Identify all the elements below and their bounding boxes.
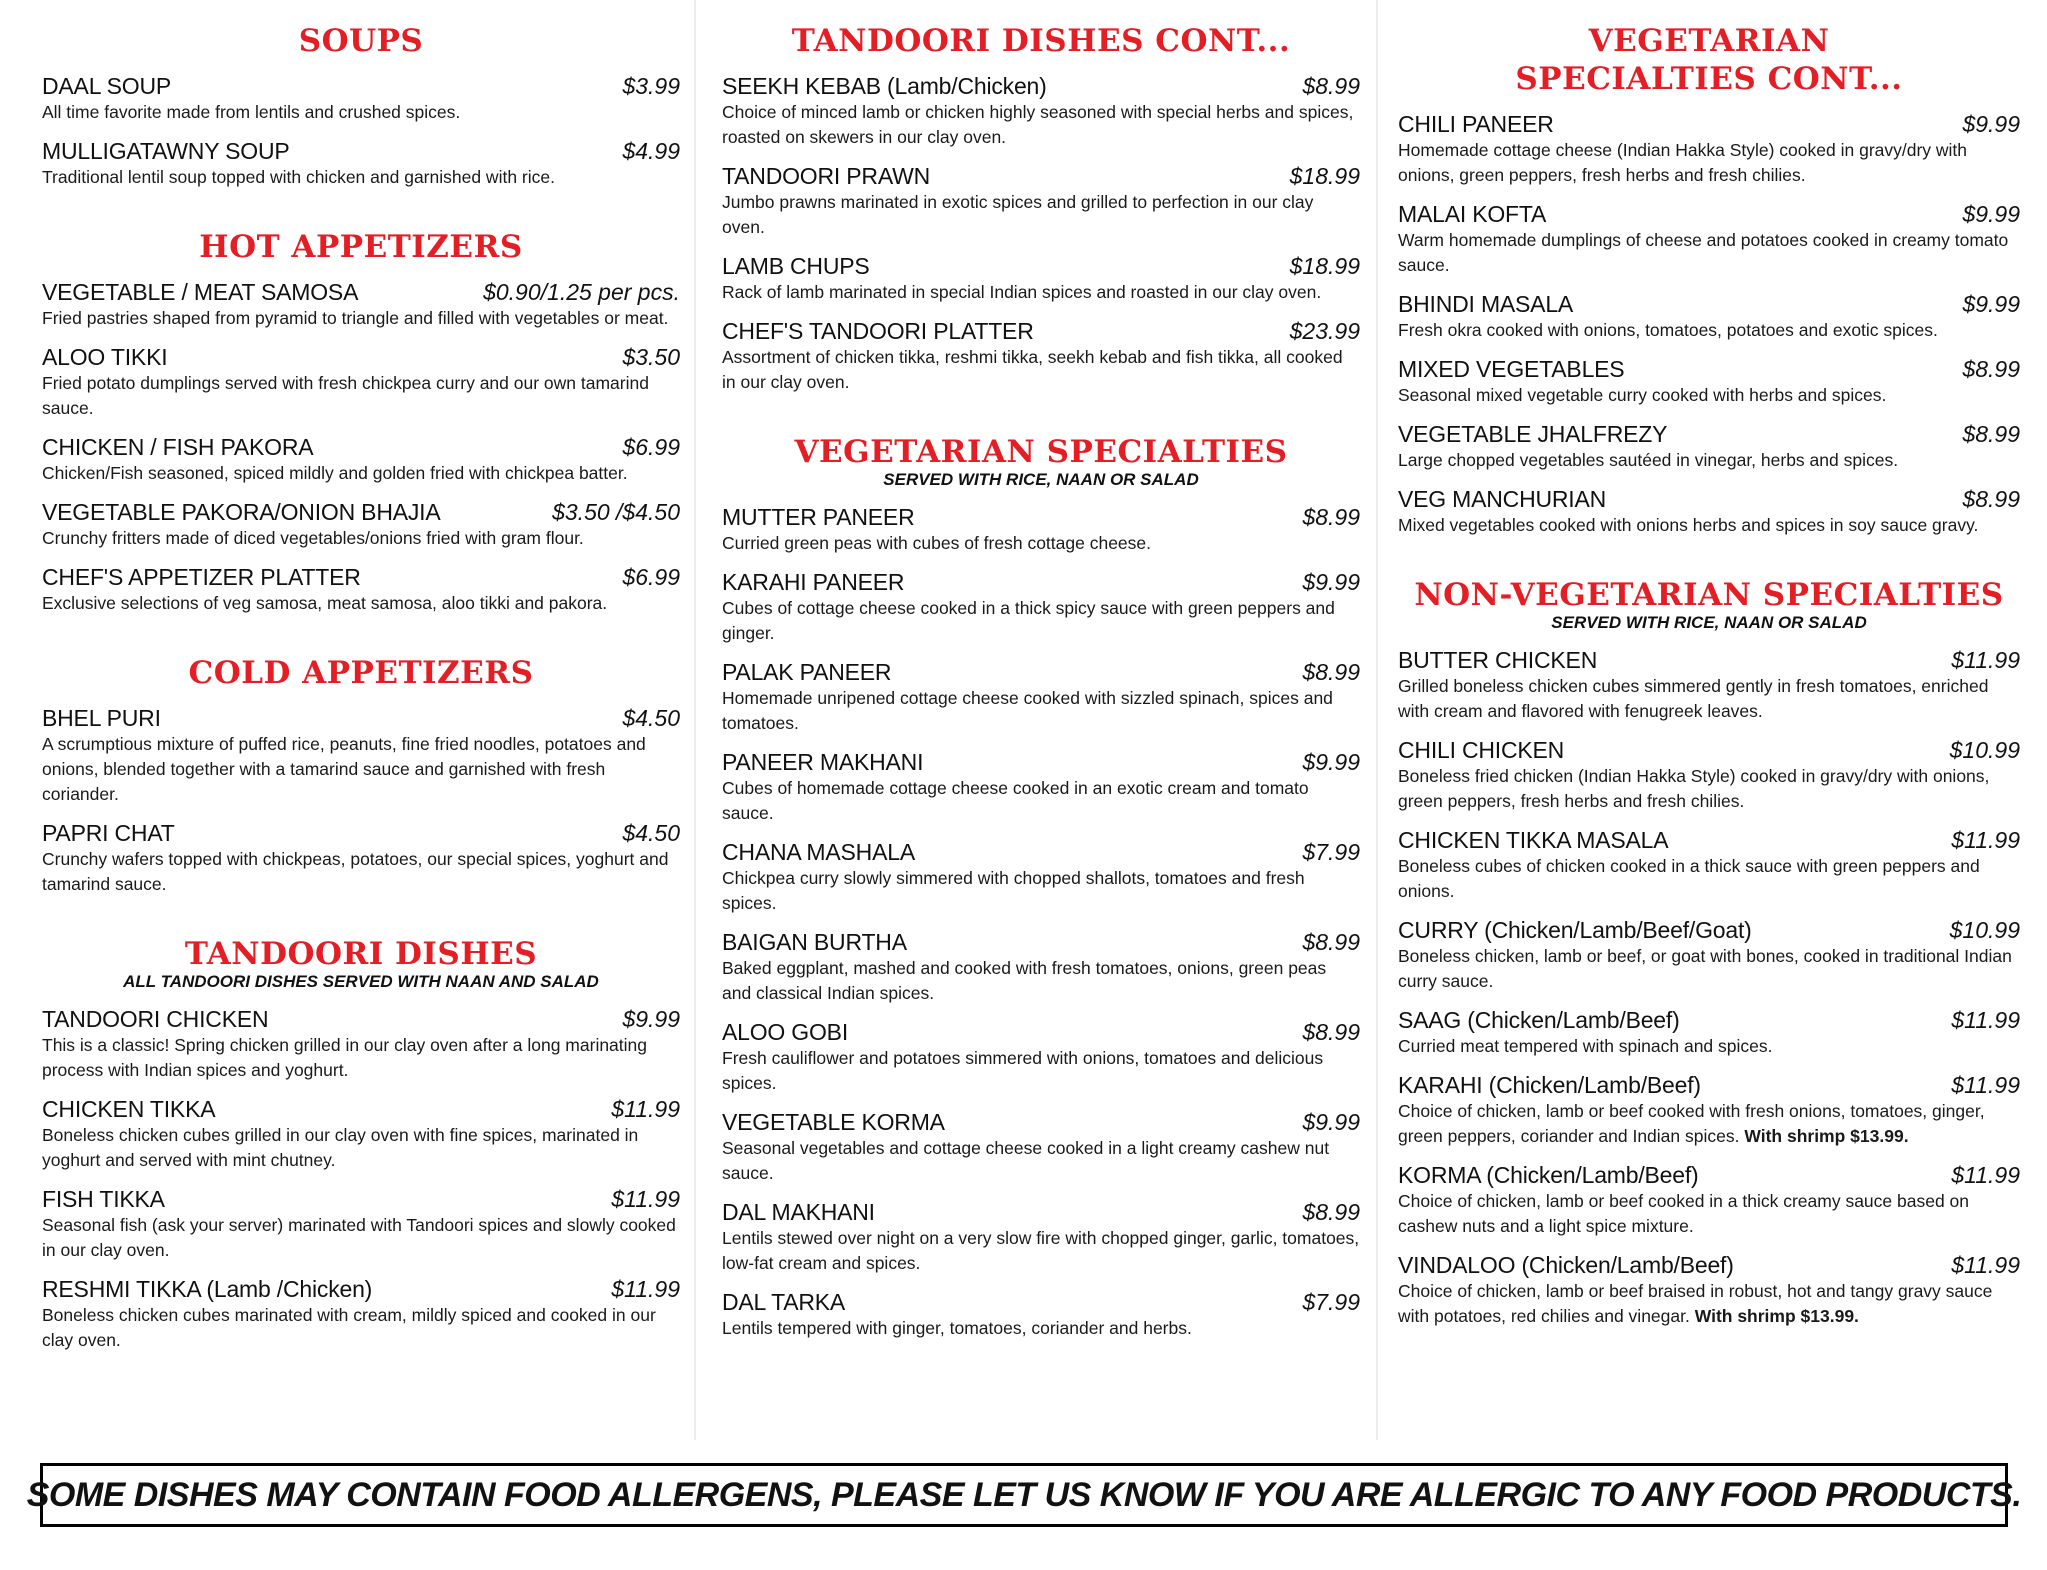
panel-fold-right (1376, 0, 1378, 1440)
item-name: CHILI CHICKEN (1398, 737, 1565, 763)
menu-item-header (42, 819, 680, 847)
item-description-text: Chickpea curry slowly simmered with chopped shallots, tomatoes and fresh spices. (722, 868, 1305, 913)
item-price: $8.99 (1302, 73, 1360, 99)
menu-item (42, 1185, 680, 1263)
item-description-text: Seasonal fish (ask your server) marinated with Tandoori spices and slowly cooked in our clay oven. (42, 1215, 676, 1260)
item-name: MALAI KOFTA (1398, 201, 1547, 227)
item-description-text: Baked eggplant, mashed and cooked with fresh tomatoes, onions, green peas and classical Indian spices. (722, 958, 1327, 1003)
menu-item-header (1398, 485, 2020, 513)
section-subtitle: ALL TANDOORI DISHES SERVED WITH NAAN AND SALAD (123, 972, 599, 991)
item-name: TANDOORI PRAWN (722, 163, 931, 189)
item-name: ALOO TIKKI (42, 344, 168, 370)
menu-item-header (722, 568, 1360, 596)
section-subtitle: SERVED WITH RICE, NAAN OR SALAD (883, 470, 1199, 489)
item-price: $8.99 (1302, 504, 1360, 530)
item-name: ALOO GOBI (722, 1019, 849, 1045)
menu-item (42, 72, 680, 125)
menu-item-header (42, 1185, 680, 1213)
menu-section (42, 228, 680, 616)
item-name: VEG MANCHURIAN (1398, 486, 1607, 512)
item-description-text: Seasonal mixed vegetable curry cooked with herbs and spices. (1398, 385, 1887, 405)
menu-item (1398, 290, 2020, 343)
item-description (42, 100, 680, 125)
item-description (1398, 854, 2020, 904)
menu-item (1398, 1161, 2020, 1239)
item-description-text: Choice of minced lamb or chicken highly seasoned with special herbs and spices, roasted on skewers in our clay oven. (722, 102, 1354, 147)
item-description-text: Seasonal vegetables and cottage cheese cooked in a light creamy cashew nut sauce. (722, 1138, 1330, 1183)
item-description (42, 165, 680, 190)
menu-item-header (42, 72, 680, 100)
menu-item (1398, 1006, 2020, 1059)
item-description-text: Choice of chicken, lamb or beef braised in robust, hot and tangy gravy sauce with potatoes, red chilies and vinegar. (1398, 1281, 1993, 1326)
section-title: VEGETARIAN SPECIALTIES CONT... (1515, 23, 1903, 97)
section-title: COLD APPETIZERS (188, 655, 534, 691)
item-name: MUTTER PANEER (722, 504, 915, 530)
menu-item (1398, 355, 2020, 408)
menu-item-header (1398, 1251, 2020, 1279)
item-price: $11.99 (1951, 647, 2020, 673)
menu-item (42, 137, 680, 190)
item-name: VEGETABLE / MEAT SAMOSA (42, 279, 359, 305)
item-name: DAL MAKHANI (722, 1199, 875, 1225)
item-description-text: All time favorite made from lentils and crushed spices. (42, 102, 461, 122)
item-description-text: Homemade cottage cheese (Indian Hakka Style) cooked in gravy/dry with onions, green peppers, fresh herbs and fresh chilies. (1398, 140, 1968, 185)
menu-item (42, 1275, 680, 1353)
item-price: $9.99 (1302, 1109, 1360, 1135)
menu-item (722, 568, 1360, 646)
menu-item (42, 1005, 680, 1083)
menu-column-3 (1398, 22, 2020, 1367)
item-name: CURRY (Chicken/Lamb/Beef/Goat) (1398, 917, 1752, 943)
item-description-text: Large chopped vegetables sautéed in vinegar, herbs and spices. (1398, 450, 1899, 470)
item-description (722, 345, 1360, 395)
menu-section (1398, 576, 2020, 1329)
menu-item-header (722, 1198, 1360, 1226)
menu-item (42, 704, 680, 807)
menu-item-header (722, 162, 1360, 190)
item-price: $9.99 (1302, 569, 1360, 595)
menu-column-2 (722, 22, 1360, 1379)
menu-item (42, 819, 680, 897)
item-shrimp-option: With shrimp $13.99. (1744, 1126, 1909, 1146)
menu-item-header (42, 563, 680, 591)
section-subtitle: SERVED WITH RICE, NAAN OR SALAD (1551, 613, 1867, 632)
item-price: $10.99 (1949, 737, 2020, 763)
item-name: TANDOORI CHICKEN (42, 1006, 269, 1032)
menu-item (722, 658, 1360, 736)
menu-item-header (1398, 290, 2020, 318)
item-description-text: Curried green peas with cubes of fresh cottage cheese. (722, 533, 1151, 553)
item-price: $11.99 (1951, 827, 2020, 853)
menu-item (722, 252, 1360, 305)
menu-item (722, 1018, 1360, 1096)
item-description (722, 1316, 1360, 1341)
menu-item (722, 928, 1360, 1006)
item-price: $8.99 (1302, 1019, 1360, 1045)
item-description (1398, 764, 2020, 814)
menu-item (722, 503, 1360, 556)
item-description (722, 100, 1360, 150)
item-description-text: Boneless chicken cubes marinated with cream, mildly spiced and cooked in our clay oven. (42, 1305, 656, 1350)
item-name: BHEL PURI (42, 705, 161, 731)
item-description (722, 280, 1360, 305)
item-name: DAL TARKA (722, 1289, 846, 1315)
item-price: $6.99 (622, 434, 680, 460)
menu-item-header (42, 1005, 680, 1033)
menu-item-header (1398, 1006, 2020, 1034)
item-description (722, 190, 1360, 240)
menu-item (722, 838, 1360, 916)
item-price: $9.99 (1962, 291, 2020, 317)
item-description (42, 306, 680, 331)
item-description (1398, 1099, 2020, 1149)
menu-item-header (722, 1288, 1360, 1316)
menu-item (42, 498, 680, 551)
item-description (1398, 228, 2020, 278)
item-name: CHEF'S APPETIZER PLATTER (42, 564, 361, 590)
item-description-text: Choice of chicken, lamb or beef cooked with fresh onions, tomatoes, ginger, green peppers, coriander and Indian spices. (1398, 1101, 1985, 1146)
menu-item (1398, 485, 2020, 538)
item-price: $23.99 (1289, 318, 1360, 344)
item-price: $11.99 (1951, 1162, 2020, 1188)
item-description-text: Jumbo prawns marinated in exotic spices and grilled to perfection in our clay oven. (722, 192, 1314, 237)
item-description-text: Chicken/Fish seasoned, spiced mildly and golden fried with chickpea batter. (42, 463, 628, 483)
menu-item-header (42, 1275, 680, 1303)
item-name: PAPRI CHAT (42, 820, 175, 846)
menu-item-header (42, 278, 680, 306)
menu-item (1398, 200, 2020, 278)
menu-item (1398, 736, 2020, 814)
item-description (1398, 674, 2020, 724)
menu-item (1398, 1251, 2020, 1329)
item-description-text: Rack of lamb marinated in special Indian spices and roasted in our clay oven. (722, 282, 1322, 302)
item-description-text: Grilled boneless chicken cubes simmered gently in fresh tomatoes, enriched with cream and flavored with fenugreek leaves. (1398, 676, 1989, 721)
item-description-text: A scrumptious mixture of puffed rice, peanuts, fine fried noodles, potatoes and onions, blended together with a tamarind sauce and garnished with fresh coriander. (42, 734, 646, 804)
menu-item (722, 72, 1360, 150)
menu-item-header (1398, 736, 2020, 764)
section-title: TANDOORI DISHES (184, 936, 538, 972)
item-description (722, 776, 1360, 826)
item-description (42, 732, 680, 807)
menu-item-header (1398, 1071, 2020, 1099)
menu-section (1398, 22, 2020, 538)
item-name: PANEER MAKHANI (722, 749, 924, 775)
menu-item-header (722, 1018, 1360, 1046)
menu-item-header (1398, 355, 2020, 383)
item-name: DAAL SOUP (42, 73, 172, 99)
item-description-text: Boneless fried chicken (Indian Hakka Style) cooked in gravy/dry with onions, green peppers, fresh herbs and fresh chilies. (1398, 766, 1990, 811)
menu-item-header (1398, 110, 2020, 138)
menu-item-header (42, 498, 680, 526)
item-name: FISH TIKKA (42, 1186, 165, 1212)
item-name: MIXED VEGETABLES (1398, 356, 1625, 382)
menu-section (722, 433, 1360, 1341)
menu-section (42, 935, 680, 1353)
item-name: KORMA (Chicken/Lamb/Beef) (1398, 1162, 1699, 1188)
item-description-text: Fried pastries shaped from pyramid to triangle and filled with vegetables or meat. (42, 308, 669, 328)
item-price: $0.90/1.25 per pcs. (483, 279, 680, 305)
menu-item (1398, 110, 2020, 188)
item-description-text: Boneless chicken cubes grilled in our clay oven with fine spices, marinated in yoghurt and served with mint chutney. (42, 1125, 639, 1170)
item-price: $8.99 (1962, 421, 2020, 447)
item-description (42, 591, 680, 616)
item-description-text: Traditional lentil soup topped with chicken and garnished with rice. (42, 167, 555, 187)
item-price: $9.99 (1962, 201, 2020, 227)
item-price: $11.99 (1951, 1007, 2020, 1033)
item-description (1398, 513, 2020, 538)
item-price: $11.99 (611, 1096, 680, 1122)
item-price: $11.99 (611, 1186, 680, 1212)
item-description-text: Homemade unripened cottage cheese cooked with sizzled spinach, spices and tomatoes. (722, 688, 1333, 733)
item-name: CHILI PANEER (1398, 111, 1554, 137)
item-description (42, 847, 680, 897)
menu-section (42, 22, 680, 190)
menu-item (42, 1095, 680, 1173)
item-name: BAIGAN BURTHA (722, 929, 907, 955)
item-price: $8.99 (1962, 486, 2020, 512)
item-description-text: This is a classic! Spring chicken grilled in our clay oven after a long marinating process with Indian spices and yoghurt. (42, 1035, 648, 1080)
item-description-text: Exclusive selections of veg samosa, meat samosa, aloo tikki and pakora. (42, 593, 608, 613)
item-description-text: Mixed vegetables cooked with onions herbs and spices in soy sauce gravy. (1398, 515, 1979, 535)
item-description-text: Boneless chicken, lamb or beef, or goat with bones, cooked in traditional Indian curry sauce. (1398, 946, 2012, 991)
item-price: $8.99 (1962, 356, 2020, 382)
item-description-text: Curried meat tempered with spinach and spices. (1398, 1036, 1773, 1056)
item-description-text: Boneless cubes of chicken cooked in a thick sauce with green peppers and onions. (1398, 856, 1980, 901)
item-name: VEGETABLE JHALFREZY (1398, 421, 1668, 447)
item-description (1398, 944, 2020, 994)
item-name: CHICKEN TIKKA (42, 1096, 216, 1122)
menu-column-1 (42, 22, 680, 1391)
menu-section (42, 654, 680, 897)
item-price: $4.50 (622, 820, 680, 846)
item-price: $11.99 (611, 1276, 680, 1302)
menu-item-header (722, 503, 1360, 531)
menu-item-header (722, 252, 1360, 280)
item-name: BHINDI MASALA (1398, 291, 1574, 317)
item-price: $7.99 (1302, 839, 1360, 865)
item-name: KARAHI PANEER (722, 569, 905, 595)
item-name: KARAHI (Chicken/Lamb/Beef) (1398, 1072, 1701, 1098)
item-price: $9.99 (1962, 111, 2020, 137)
item-name: VEGETABLE KORMA (722, 1109, 945, 1135)
item-price: $9.99 (1302, 749, 1360, 775)
menu-item-header (722, 838, 1360, 866)
menu-item (42, 563, 680, 616)
item-price: $3.50 (622, 344, 680, 370)
menu-item (1398, 916, 2020, 994)
item-price: $18.99 (1289, 253, 1360, 279)
item-description (42, 1303, 680, 1353)
menu-item (1398, 826, 2020, 904)
item-name: VEGETABLE PAKORA/ONION BHAJIA (42, 499, 441, 525)
item-description (42, 1123, 680, 1173)
item-description (1398, 318, 2020, 343)
section-title: TANDOORI DISHES CONT... (791, 23, 1291, 59)
item-price: $3.50 /$4.50 (552, 499, 680, 525)
item-description-text: Lentils stewed over night on a very slow fire with chopped ginger, garlic, tomatoes, low-fat cream and spices. (722, 1228, 1360, 1273)
menu-item-header (42, 1095, 680, 1123)
item-name: RESHMI TIKKA (Lamb /Chicken) (42, 1276, 373, 1302)
menu-item (722, 162, 1360, 240)
item-price: $4.50 (622, 705, 680, 731)
menu-item-header (42, 704, 680, 732)
item-description-text: Crunchy fritters made of diced vegetables/onions fried with gram flour. (42, 528, 584, 548)
item-description-text: Fried potato dumplings served with fresh chickpea curry and our own tamarind sauce. (42, 373, 649, 418)
item-description (722, 596, 1360, 646)
item-price: $6.99 (622, 564, 680, 590)
menu-item (722, 1198, 1360, 1276)
item-name: CHANA MASHALA (722, 839, 915, 865)
item-description-text: Lentils tempered with ginger, tomatoes, coriander and herbs. (722, 1318, 1192, 1338)
menu-item-header (722, 317, 1360, 345)
item-price: $4.99 (622, 138, 680, 164)
menu-item (42, 433, 680, 486)
menu-item-header (722, 72, 1360, 100)
section-title: SOUPS (298, 23, 424, 59)
item-description-text: Cubes of homemade cottage cheese cooked in an exotic cream and tomato sauce. (722, 778, 1309, 823)
panel-fold-left (694, 0, 696, 1440)
menu-item-header (1398, 826, 2020, 854)
item-description (42, 1213, 680, 1263)
item-name: CHICKEN TIKKA MASALA (1398, 827, 1669, 853)
item-description (42, 371, 680, 421)
item-description (1398, 1279, 2020, 1329)
item-name: PALAK PANEER (722, 659, 892, 685)
item-price: $3.99 (622, 73, 680, 99)
item-description (722, 686, 1360, 736)
item-description (1398, 448, 2020, 473)
item-name: BUTTER CHICKEN (1398, 647, 1598, 673)
item-description (42, 1033, 680, 1083)
item-description (722, 1226, 1360, 1276)
menu-section (722, 22, 1360, 395)
item-description-text: Cubes of cottage cheese cooked in a thick spicy sauce with green peppers and ginger. (722, 598, 1335, 643)
item-price: $11.99 (1951, 1072, 2020, 1098)
menu-item-header (42, 343, 680, 371)
item-price: $10.99 (1949, 917, 2020, 943)
menu-item (1398, 646, 2020, 724)
item-description-text: Crunchy wafers topped with chickpeas, potatoes, our special spices, yoghurt and tamarind sauce. (42, 849, 669, 894)
item-price: $7.99 (1302, 1289, 1360, 1315)
item-name: MULLIGATAWNY SOUP (42, 138, 290, 164)
item-description (1398, 1034, 2020, 1059)
menu-item-header (1398, 916, 2020, 944)
item-description (722, 1046, 1360, 1096)
item-description (1398, 383, 2020, 408)
menu-item-header (1398, 420, 2020, 448)
item-description (722, 531, 1360, 556)
menu-item-header (722, 658, 1360, 686)
menu-item-header (722, 748, 1360, 776)
menu-item-header (1398, 200, 2020, 228)
item-name: CHEF'S TANDOORI PLATTER (722, 318, 1034, 344)
menu-item-header (42, 137, 680, 165)
item-name: VINDALOO (Chicken/Lamb/Beef) (1398, 1252, 1734, 1278)
item-description-text: Fresh cauliflower and potatoes simmered with onions, tomatoes and delicious spices. (722, 1048, 1324, 1093)
item-price: $11.99 (1951, 1252, 2020, 1278)
item-price: $8.99 (1302, 929, 1360, 955)
menu-item (42, 278, 680, 331)
menu-item (722, 748, 1360, 826)
item-description-text: Assortment of chicken tikka, reshmi tikka, seekh kebab and fish tikka, all cooked in our clay oven. (722, 347, 1343, 392)
item-price: $8.99 (1302, 1199, 1360, 1225)
item-price: $8.99 (1302, 659, 1360, 685)
item-description (42, 461, 680, 486)
menu-item-header (1398, 646, 2020, 674)
menu-item-header (1398, 1161, 2020, 1189)
item-description (42, 526, 680, 551)
item-description (1398, 1189, 2020, 1239)
item-price: $18.99 (1289, 163, 1360, 189)
item-description-text: Warm homemade dumplings of cheese and potatoes cooked in creamy tomato sauce. (1398, 230, 2009, 275)
item-price: $9.99 (622, 1006, 680, 1032)
menu-item (42, 343, 680, 421)
item-name: CHICKEN / FISH PAKORA (42, 434, 314, 460)
item-name: SAAG (Chicken/Lamb/Beef) (1398, 1007, 1680, 1033)
menu-item (722, 317, 1360, 395)
item-description (722, 866, 1360, 916)
menu-item-header (722, 1108, 1360, 1136)
menu-item (722, 1288, 1360, 1341)
item-name: SEEKH KEBAB (Lamb/Chicken) (722, 73, 1047, 99)
item-description-text: Fresh okra cooked with onions, tomatoes, potatoes and exotic spices. (1398, 320, 1938, 340)
allergen-notice-box (26, 1463, 2022, 1527)
item-description (722, 956, 1360, 1006)
menu-item (1398, 420, 2020, 473)
item-description (722, 1136, 1360, 1186)
item-name: LAMB CHUPS (722, 253, 870, 279)
item-description-text: Choice of chicken, lamb or beef cooked in a thick creamy sauce based on cashew nuts and a light spice mixture. (1398, 1191, 1970, 1236)
section-title: HOT APPETIZERS (199, 229, 523, 265)
menu-item-header (722, 928, 1360, 956)
menu-item (1398, 1071, 2020, 1149)
section-title: NON-VEGETARIAN SPECIALTIES (1414, 577, 2004, 613)
item-description (1398, 138, 2020, 188)
section-title: VEGETARIAN SPECIALTIES (794, 434, 1288, 470)
item-shrimp-option: With shrimp $13.99. (1694, 1306, 1859, 1326)
menu-item-header (42, 433, 680, 461)
allergen-notice: SOME DISHES MAY CONTAIN FOOD ALLERGENS, PLEASE LET US KNOW IF YOU ARE ALLERGIC TO ANY FOOD PRODUCTS. (26, 1475, 2022, 1514)
menu-item (722, 1108, 1360, 1186)
